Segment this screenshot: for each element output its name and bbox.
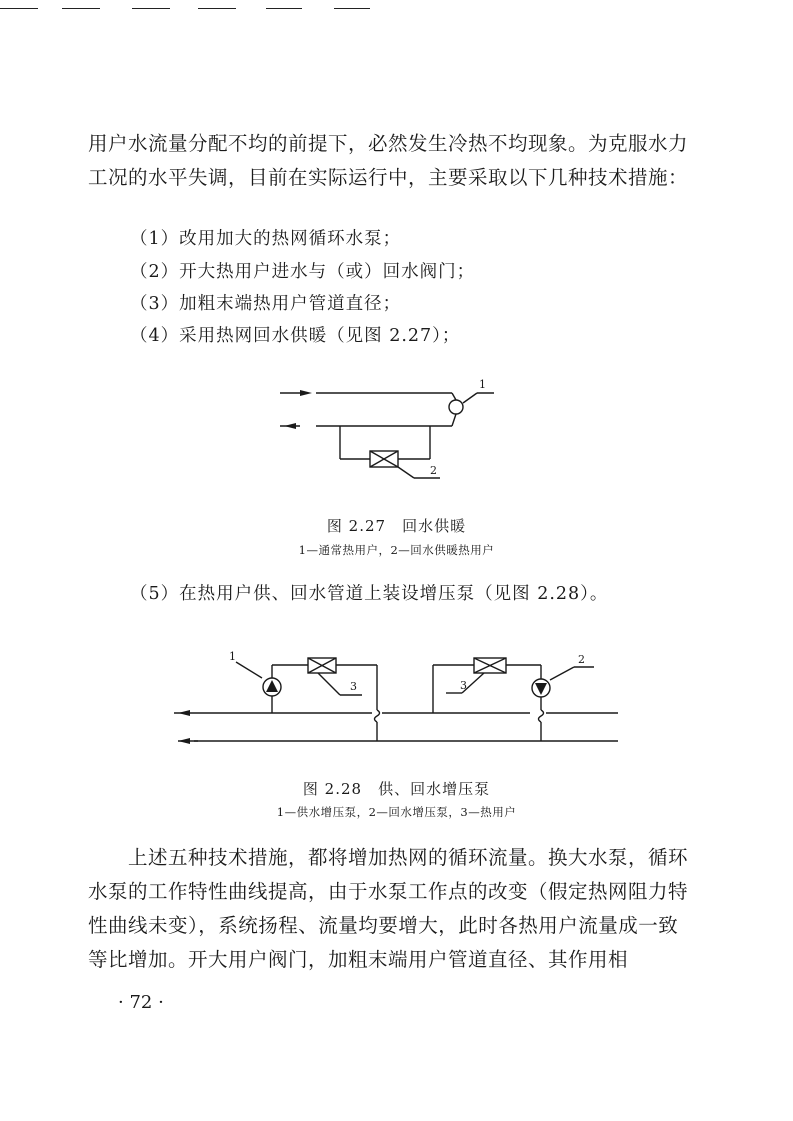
- fig228-return-arrow: [178, 738, 190, 744]
- supply-arrow-head: [300, 390, 312, 396]
- measure-5: （5）在热用户供、回水管道上装设增压泵（见图 2.28）。: [130, 584, 609, 604]
- fig228-label-3-left: 3: [350, 680, 357, 693]
- supply-pump-triangle: [266, 680, 278, 692]
- measure-4: （4）采用热网回水供暖（见图 2.27）；: [130, 326, 461, 346]
- figure-2-28-title: 图 2.28 供、回水增压泵: [302, 780, 491, 798]
- figure-2-28-legend: 1—供水增压泵，2—回水增压泵，3—热用户: [276, 805, 517, 819]
- figure-2-27-title: 图 2.27 回水供暖: [326, 517, 467, 535]
- return-pump-triangle: [535, 683, 547, 695]
- measure-1: （1）改用加大的热网循环水泵；: [130, 229, 402, 249]
- heat-user-2-symbol: [370, 451, 398, 467]
- fig228-supply-arrow: [178, 710, 190, 716]
- measure-2: （2）开大热用户进水与（或）回水阀门；: [130, 262, 476, 282]
- intro-paragraph: 用户水流量分配不均的前提下，必然发生冷热不均现象。为克服水力工况的水平失调，目前在实际运行中，主要采取以下几种技术措施：: [88, 132, 689, 189]
- figure-2-27-legend: 1—通常热用户，2—回水供暖热用户: [298, 543, 495, 557]
- heat-user-3-left: [308, 658, 336, 673]
- heat-user-1-symbol: [449, 400, 463, 414]
- fig228-label-3-right: 3: [460, 679, 467, 692]
- fig228-label-1: 1: [229, 650, 236, 663]
- fig227-label-2: 2: [430, 464, 437, 477]
- return-booster-pump: [532, 679, 550, 697]
- supply-booster-pump: [263, 678, 281, 696]
- heat-user-3-right: [474, 658, 506, 673]
- right-crossover: [539, 710, 544, 722]
- left-crossover: [375, 710, 380, 722]
- fig228-label-2: 2: [578, 653, 585, 666]
- return-arrow-head: [284, 423, 296, 429]
- conclusion-paragraph: 上述五种技术措施，都将增加热网的循环流量。换大水泵，循环水泵的工作特性曲线提高，由于水泵工作点的改变（假定热网阻力特性曲线未变），系统扬程、流量均要增大，此时各热用户流量成一致等比增加。开大用户阀门，加粗末端用户管道直径、其作用相: [88, 846, 689, 971]
- measure-3: （3）加粗末端热用户管道直径；: [130, 294, 402, 314]
- fig227-label-1: 1: [479, 378, 486, 391]
- page-number: · 72 ·: [118, 992, 164, 1013]
